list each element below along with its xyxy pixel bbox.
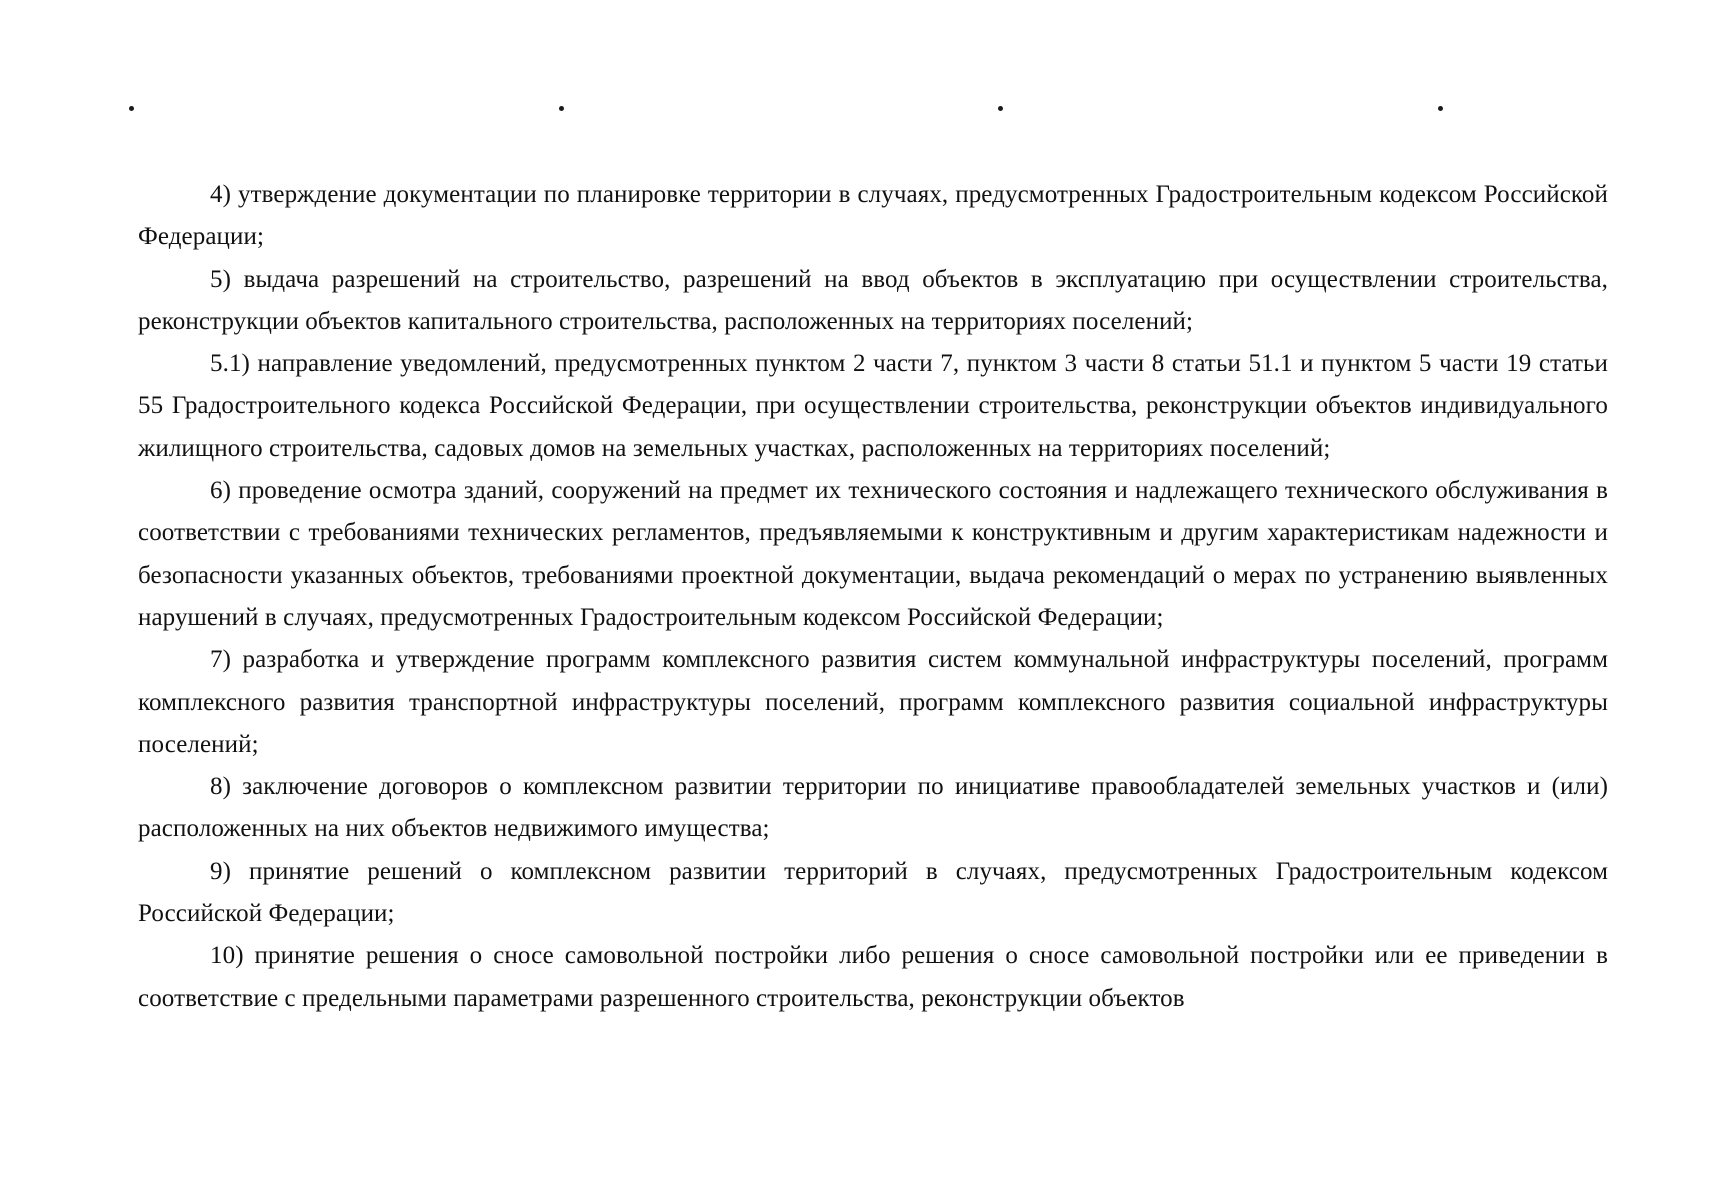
binding-hole-mark — [559, 106, 564, 111]
paragraph-item-6: 6) проведение осмотра зданий, сооружений на предмет их технического состояния и надлежащего технического обслуживания в соответствии с требованиями технических регламентов, предъявляемыми к конструктивным и другим характеристикам надежности и безопасности указанных объектов, требованиями проектной документации, выдача рекомендаций о мерах по устранению выявленных нарушений в случаях, предусмотренных Градостроительным кодексом Российской Федерации; — [138, 477, 1608, 631]
document-body — [138, 174, 1608, 1020]
paragraph-item-4: 4) утверждение документации по планировке территории в случаях, предусмотренных Градостроительным кодексом Российской Федерации; — [138, 181, 1608, 251]
binding-hole-mark — [1438, 106, 1443, 111]
paragraph-item-5: 5) выдача разрешений на строительство, разрешений на ввод объектов в эксплуатацию при осуществлении строительства, реконструкции объектов капитального строительства, расположенных на территориях поселений; — [138, 265, 1608, 335]
paragraph-item-9: 9) принятие решений о комплексном развитии территорий в случаях, предусмотренных Градостроительным кодексом Российской Федерации; — [138, 857, 1608, 928]
binding-hole-mark — [998, 106, 1003, 111]
paragraph-item-5-1: 5.1) направление уведомлений, предусмотренных пунктом 2 части 7, пунктом 3 части 8 статьи 51.1 и пунктом 5 части 19 статьи 55 Градостроительного кодекса Российской Федерации, при осуществлении строительства, реконструкции объектов индивидуального жилищного строительства, садовых домов на земельных участках, расположенных на территориях поселений; — [138, 350, 1608, 462]
binding-hole-mark — [129, 106, 134, 111]
paragraph-item-8: 8) заключение договоров о комплексном развитии территории по инициативе правообладателей земельных участков и (или) расположенных на них объектов недвижимого имущества; — [138, 773, 1608, 843]
paragraph-item-10: 10) принятие решения о сносе самовольной постройки либо решения о сносе самовольной постройки или ее приведении в соответствие с предельными параметрами разрешенного строительства, реконструкции объектов — [138, 942, 1608, 1012]
paragraph-item-7: 7) разработка и утверждение программ комплексного развития систем коммунальной инфраструктуры поселений, программ комплексного развития транспортной инфраструктуры поселений, программ комплексного развития социальной инфраструктуры поселений; — [138, 646, 1608, 758]
